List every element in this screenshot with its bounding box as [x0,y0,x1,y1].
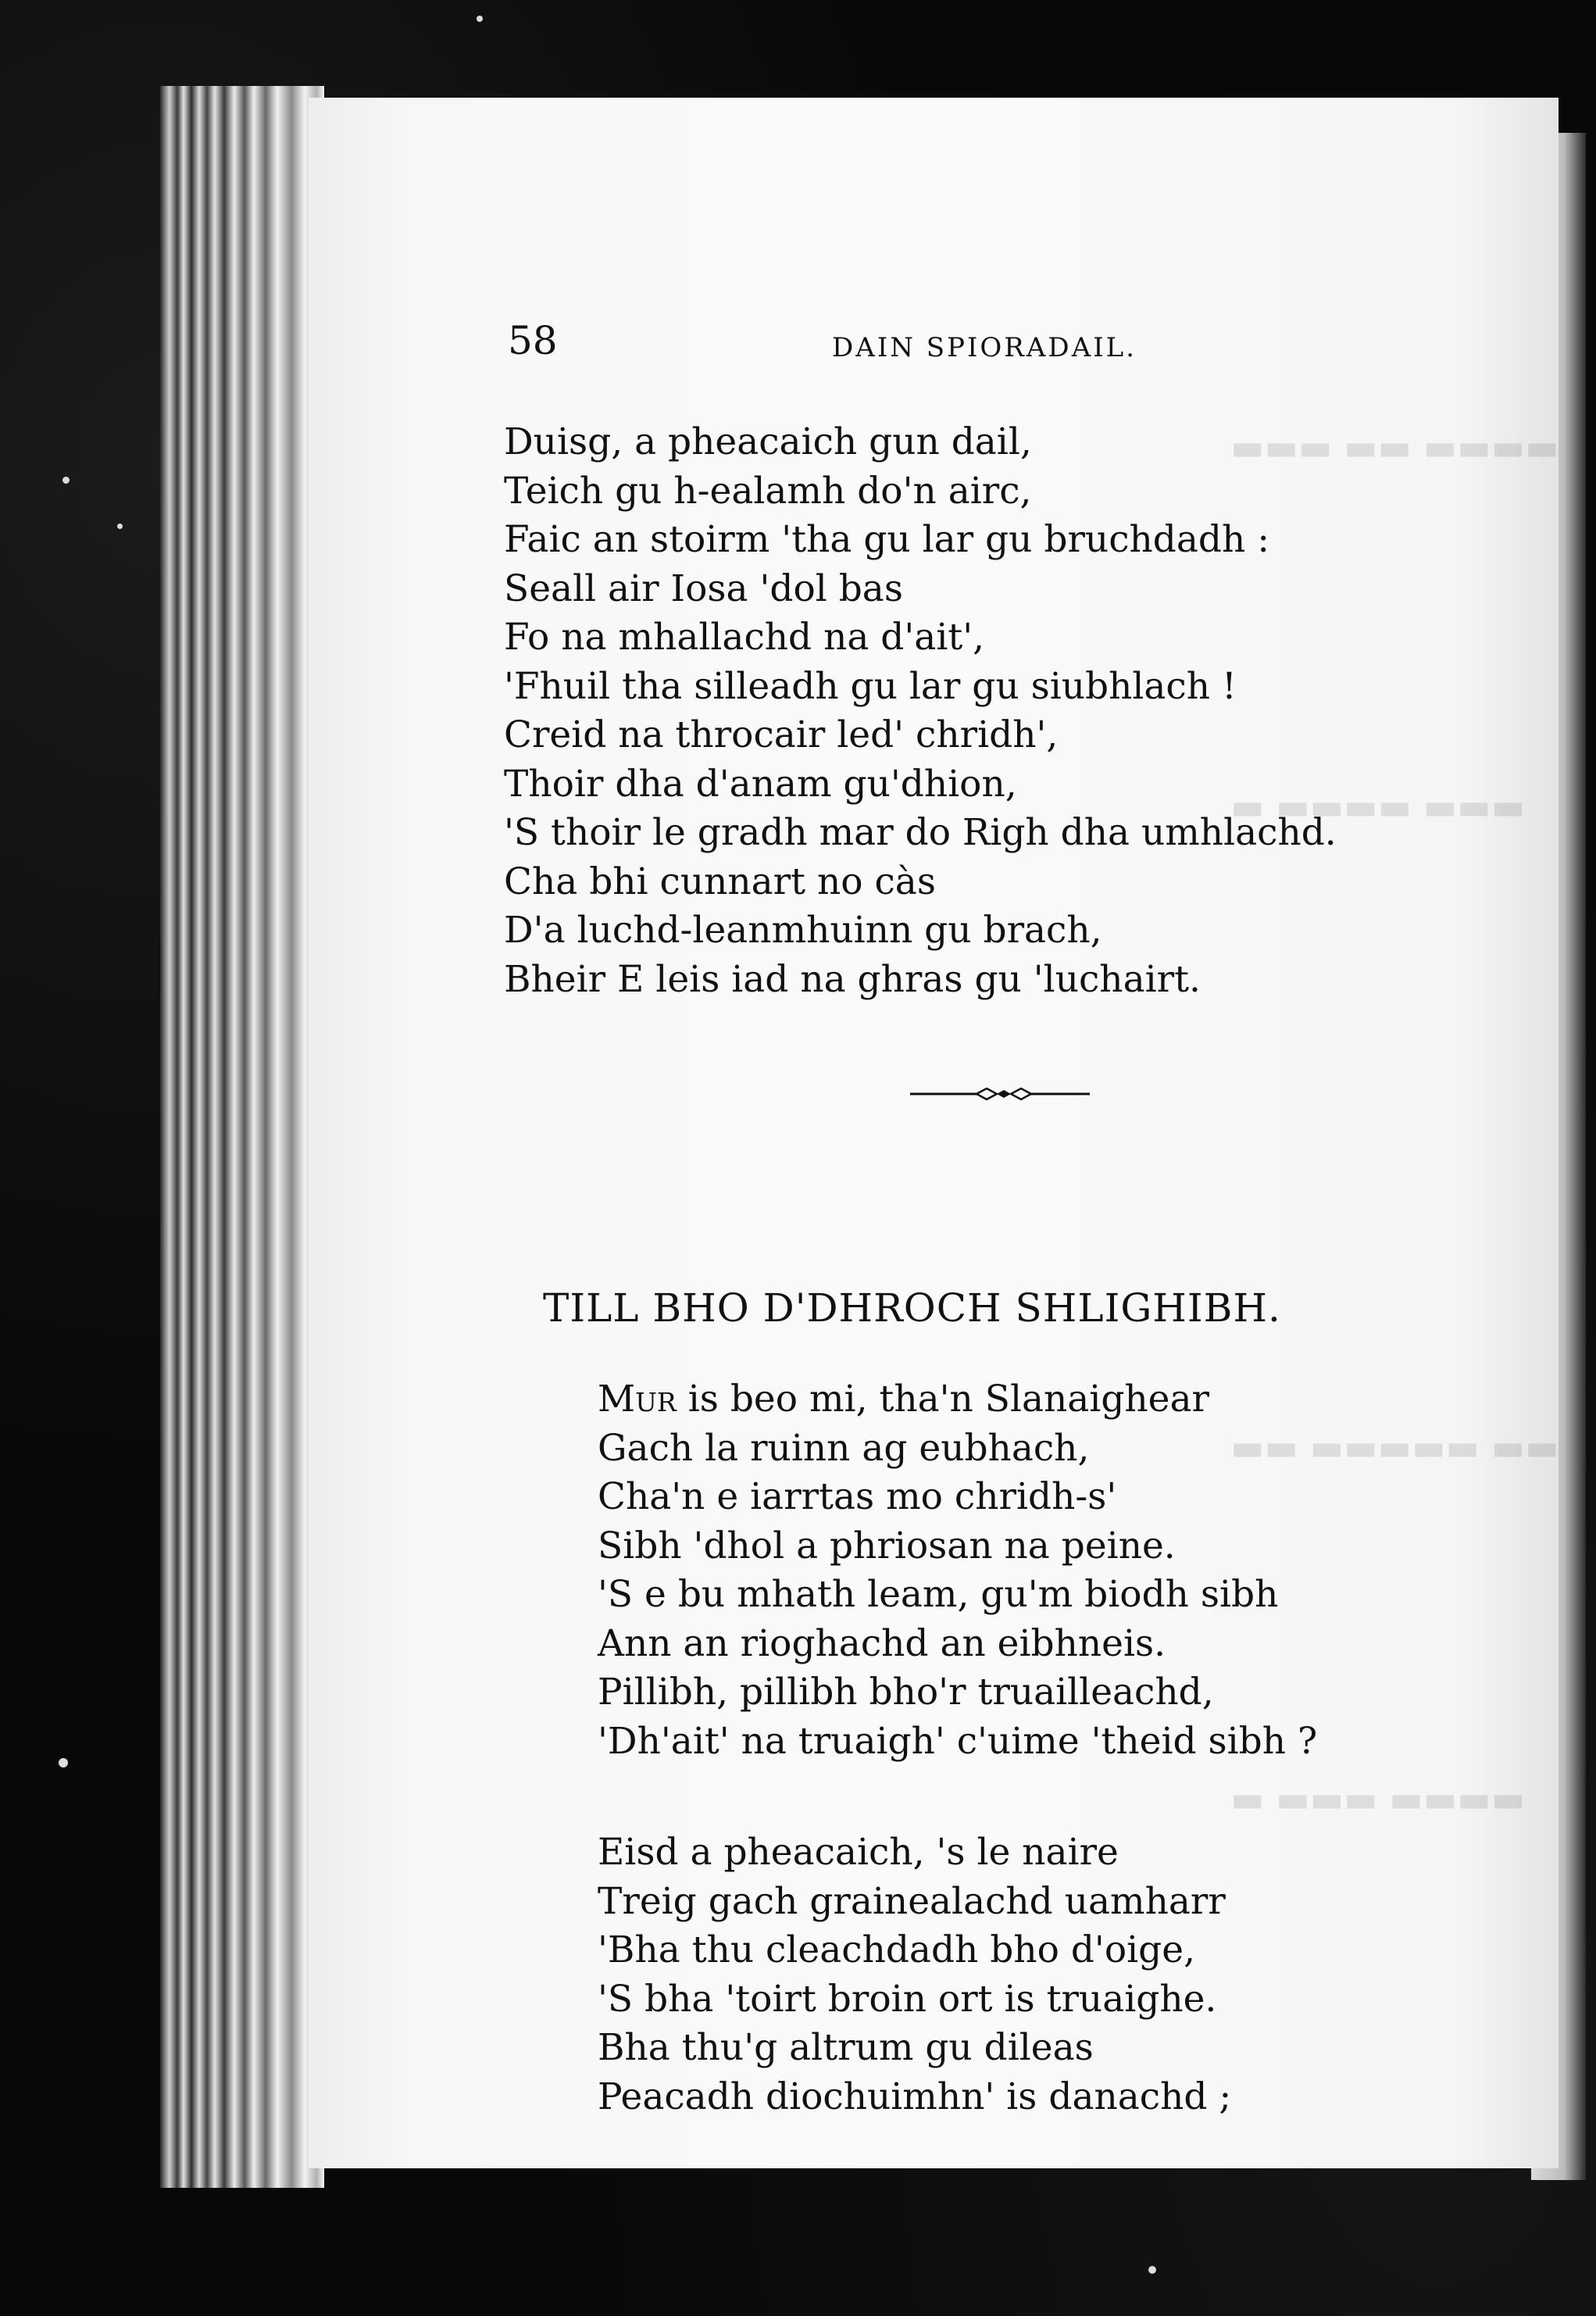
dust-speck [477,16,483,22]
verse-line: Sibh 'dhol a phriosan na peine. [598,1524,1176,1567]
show-through-decoration: ▬▬▬▬ ▬▬▬ ▬ [1230,1778,1525,1820]
verse-line: Peacadh diochuimhn' is danachd ; [598,2075,1232,2118]
stanza-3 [598,1828,1231,2121]
verse-line: Creid na throcair led' chridh', [504,713,1059,756]
verse-line-rest: is beo mi, tha'n Slanaighear [676,1378,1209,1421]
initial-word: Mur [598,1378,677,1421]
verse-line: Bha thu'g altrum gu dileas [598,2026,1094,2069]
verse-line [598,1375,1317,1424]
verse-line: Seall air Iosa 'dol bas [504,566,903,610]
stanza-2 [598,1375,1317,1766]
section-divider-ornament [910,1084,1090,1104]
show-through-decoration: ▬▬▬ ▬▬▬▬ ▬ [1230,785,1525,827]
verse-line: Fo na mhallachd na d'ait', [504,616,985,659]
book-page-edges [160,86,324,2188]
verse-line: Teich gu h-ealamh do'n airc, [504,469,1032,513]
verse-line: Duisg, a pheacaich gun dail, [504,420,1032,463]
dust-speck [62,477,70,484]
verse-line: 'S bha 'toirt broin ort is truaighe. [598,1977,1217,2021]
verse-line: Gach la ruinn ag eubhach, [598,1426,1090,1470]
dust-speck [59,1758,68,1767]
show-through-decoration: ▬▬▬▬ ▬▬ ▬▬▬ [1230,426,1559,468]
verse-line: Pillibh, pillibh bho'r truailleachd, [598,1671,1214,1714]
verse-line: Cha bhi cunnart no càs [504,860,936,903]
dust-speck [117,524,123,529]
verse-line: Eisd a pheacaich, 's le naire [598,1831,1119,1874]
verse-line: Bheir E leis iad na ghras gu 'luchairt. [504,957,1201,1001]
verse-line: 'Fhuil tha silleadh gu lar gu siubhlach ! [504,664,1237,708]
show-through-decoration: ▬▬ ▬▬▬▬▬ ▬▬ [1230,1426,1559,1468]
verse-line: 'Bha thu cleachdadh bho d'oige, [598,1928,1196,1971]
stanza-1 [504,418,1337,1004]
running-head: DAIN SPIORADAIL. [832,332,1137,363]
page-number: 58 [508,318,558,363]
verse-line: 'Dh'ait' na truaigh' c'uime 'theid sibh ? [598,1719,1318,1763]
verse-line: D'a luchd-leanmhuinn gu brach, [504,909,1102,952]
verse-line: 'S e bu mhath leam, gu'm biodh sibh [598,1573,1279,1616]
verse-line: 'S thoir le gradh mar do Righ dha umhlachd. [504,811,1337,854]
poem-title: TILL BHO D'DHROCH SHLIGHIBH. [543,1285,1281,1331]
book-page [309,98,1559,2168]
verse-line: Faic an stoirm 'tha gu lar gu bruchdadh : [504,518,1270,561]
verse-line: Cha'n e iarrtas mo chridh-s' [598,1475,1117,1518]
verse-line: Treig gach grainealachd uamharr [598,1879,1226,1923]
verse-line: Thoir dha d'anam gu'dhion, [504,762,1017,806]
verse-line: Ann an rioghachd an eibhneis. [598,1621,1166,1665]
dust-speck [1148,2266,1156,2274]
